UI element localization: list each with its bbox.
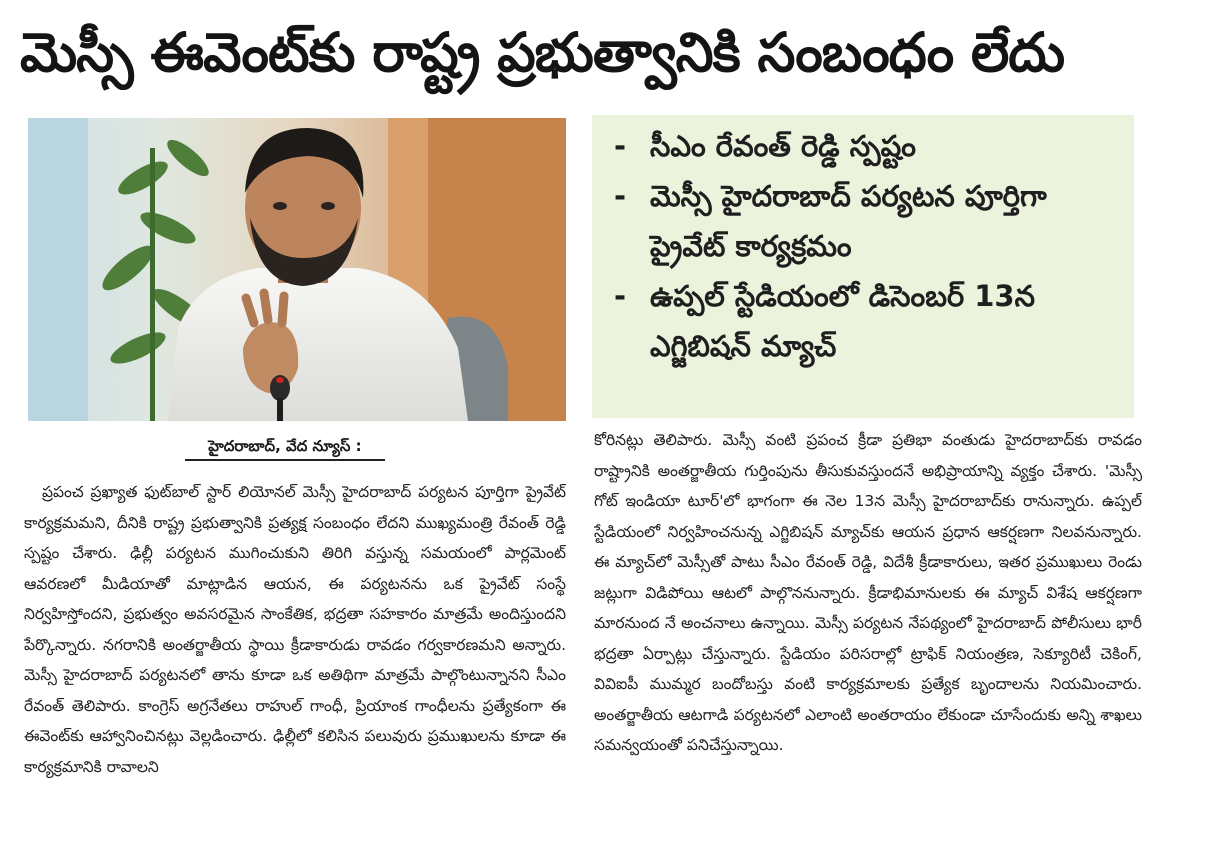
highlight-item: - ఉప్పల్ స్టేడియంలో డిసెంబర్ 13న ఎగ్జిబిషన్ మ్యాచ్ bbox=[614, 279, 1035, 363]
highlights-box bbox=[592, 115, 1134, 418]
cm-photo bbox=[28, 118, 566, 421]
highlight-item: - మెస్సీ హైదరాబాద్ పర్యటన పూర్తిగా ప్రైవేట్ కార్యక్రమం bbox=[614, 179, 1047, 263]
highlight-item: - సీఎం రేవంత్ రెడ్డి స్పష్టం bbox=[614, 129, 916, 163]
dateline: హైదరాబాద్, వేద న్యూస్ : bbox=[185, 433, 385, 461]
headline: మెస్సీ ఈవెంట్‌కు రాష్ట్ర ప్రభుత్వానికి సంబంధం లేదు bbox=[20, 21, 1065, 84]
article-paragraph: కోరినట్లు తెలిపారు. మెస్సీ వంటి ప్రపంచ క్రీడా ప్రతిభా వంతుడు హైదరాబాద్‌కు రావడం రాష్ట్రానికి అంతర్జాతీయ గుర్తింపును తీసుకువస్తుందనే అభిప్రాయాన్ని వ్యక్తం చేశారు. 'మెస్సీ గోట్ ఇండియా టూర్'లో భాగంగా ఈ నెల 13న మెస్సీ హైదరాబాద్‌కు రానున్నారు. ఉప్పల్ స్టేడియంలో నిర్వహించనున్న ఎగ్జిబిషన్ మ్యాచ్‌కు ఆయన ప్రధాన ఆకర్షణగా నిలవనున్నారు. ఈ మ్యాచ్‌లో మెస్సీతో పాటు సీఎం రేవంత్ రెడ్డి, విదేశీ క్రీడాకారులు, ఇతర ప్రముఖులు రెండు జట్లుగా విడిపోయి ఆటలో పాల్గొననున్నారు. క్రీడాభిమానులకు ఈ మ్యాచ్ విశేష ఆకర్షణగా మారనుంద నే అంచనాలు ఉన్నాయి. మెస్సీ పర్యటన నేపథ్యంలో హైదరాబాద్ పోలీసులు భారీ భద్రతా ఏర్పాట్లు చేస్తున్నారు. స్టేడియం పరిసరాల్లో ట్రాఫిక్ నియంత్రణ, సెక్యూరిటీ చెకింగ్, వివిఐపీ ముమ్మర బందోబస్తు వంటి కార్యక్రమాలకు ప్రత్యేక బృందాలను నియమించారు. అంతర్జాతీయ ఆటగాడి పర్యటనలో ఎలాంటి అంతరాయం లేకుండా చూసేందుకు అన్ని శాఖలు సమన్వయంతో పనిచేస్తున్నాయి. bbox=[594, 431, 1142, 754]
article-paragraph: ప్రపంచ ప్రఖ్యాత ఫుట్‌బాల్ స్టార్ లియోనల్ మెస్సీ హైదరాబాద్ పర్యటన పూర్తిగా ప్రైవేట్ కార్యక్రమమని, దీనికి రాష్ట్ర ప్రభుత్వానికి ప్రత్యక్ష సంబంధం లేదని ముఖ్యమంత్రి రేవంత్ రెడ్డి స్పష్టం చేశారు. ఢిల్లీ పర్యటన ముగించుకుని తిరిగి వస్తున్న సమయంలో పార్లమెంట్ ఆవరణలో మీడియాతో మాట్లాడిన ఆయన, ఈ పర్యటనను ఒక ప్రైవేట్ సంస్థే నిర్వహిస్తోందని, ప్రభుత్వం అవసరమైన సాంకేతిక, భద్రతా సహకారం మాత్రమే అందిస్తుందని పేర్కొన్నారు. నగరానికి అంతర్జాతీయ స్థాయి క్రీడాకారుడు రావడం గర్వకారణమని అన్నారు. మెస్సీ హైదరాబాద్ పర్యటనలో తాను కూడా ఒక అతిథిగా మాత్రమే పాల్గొంటున్నానని సీఎం రేవంత్ తెలిపారు. కాంగ్రెస్ అగ్రనేతలు రాహుల్ గాంధీ, ప్రియాంక గాంధీలను ప్రత్యేకంగా ఈ ఈవెంట్‌కు ఆహ్వానించినట్లు వెల్లడించారు. ఢిల్లీలో కలిసిన పలువురు ప్రముఖులను కూడా ఈ కార్యక్రమానికి రావాలని bbox=[24, 483, 566, 776]
article-column-left bbox=[24, 477, 566, 837]
article-column-right bbox=[594, 425, 1142, 840]
